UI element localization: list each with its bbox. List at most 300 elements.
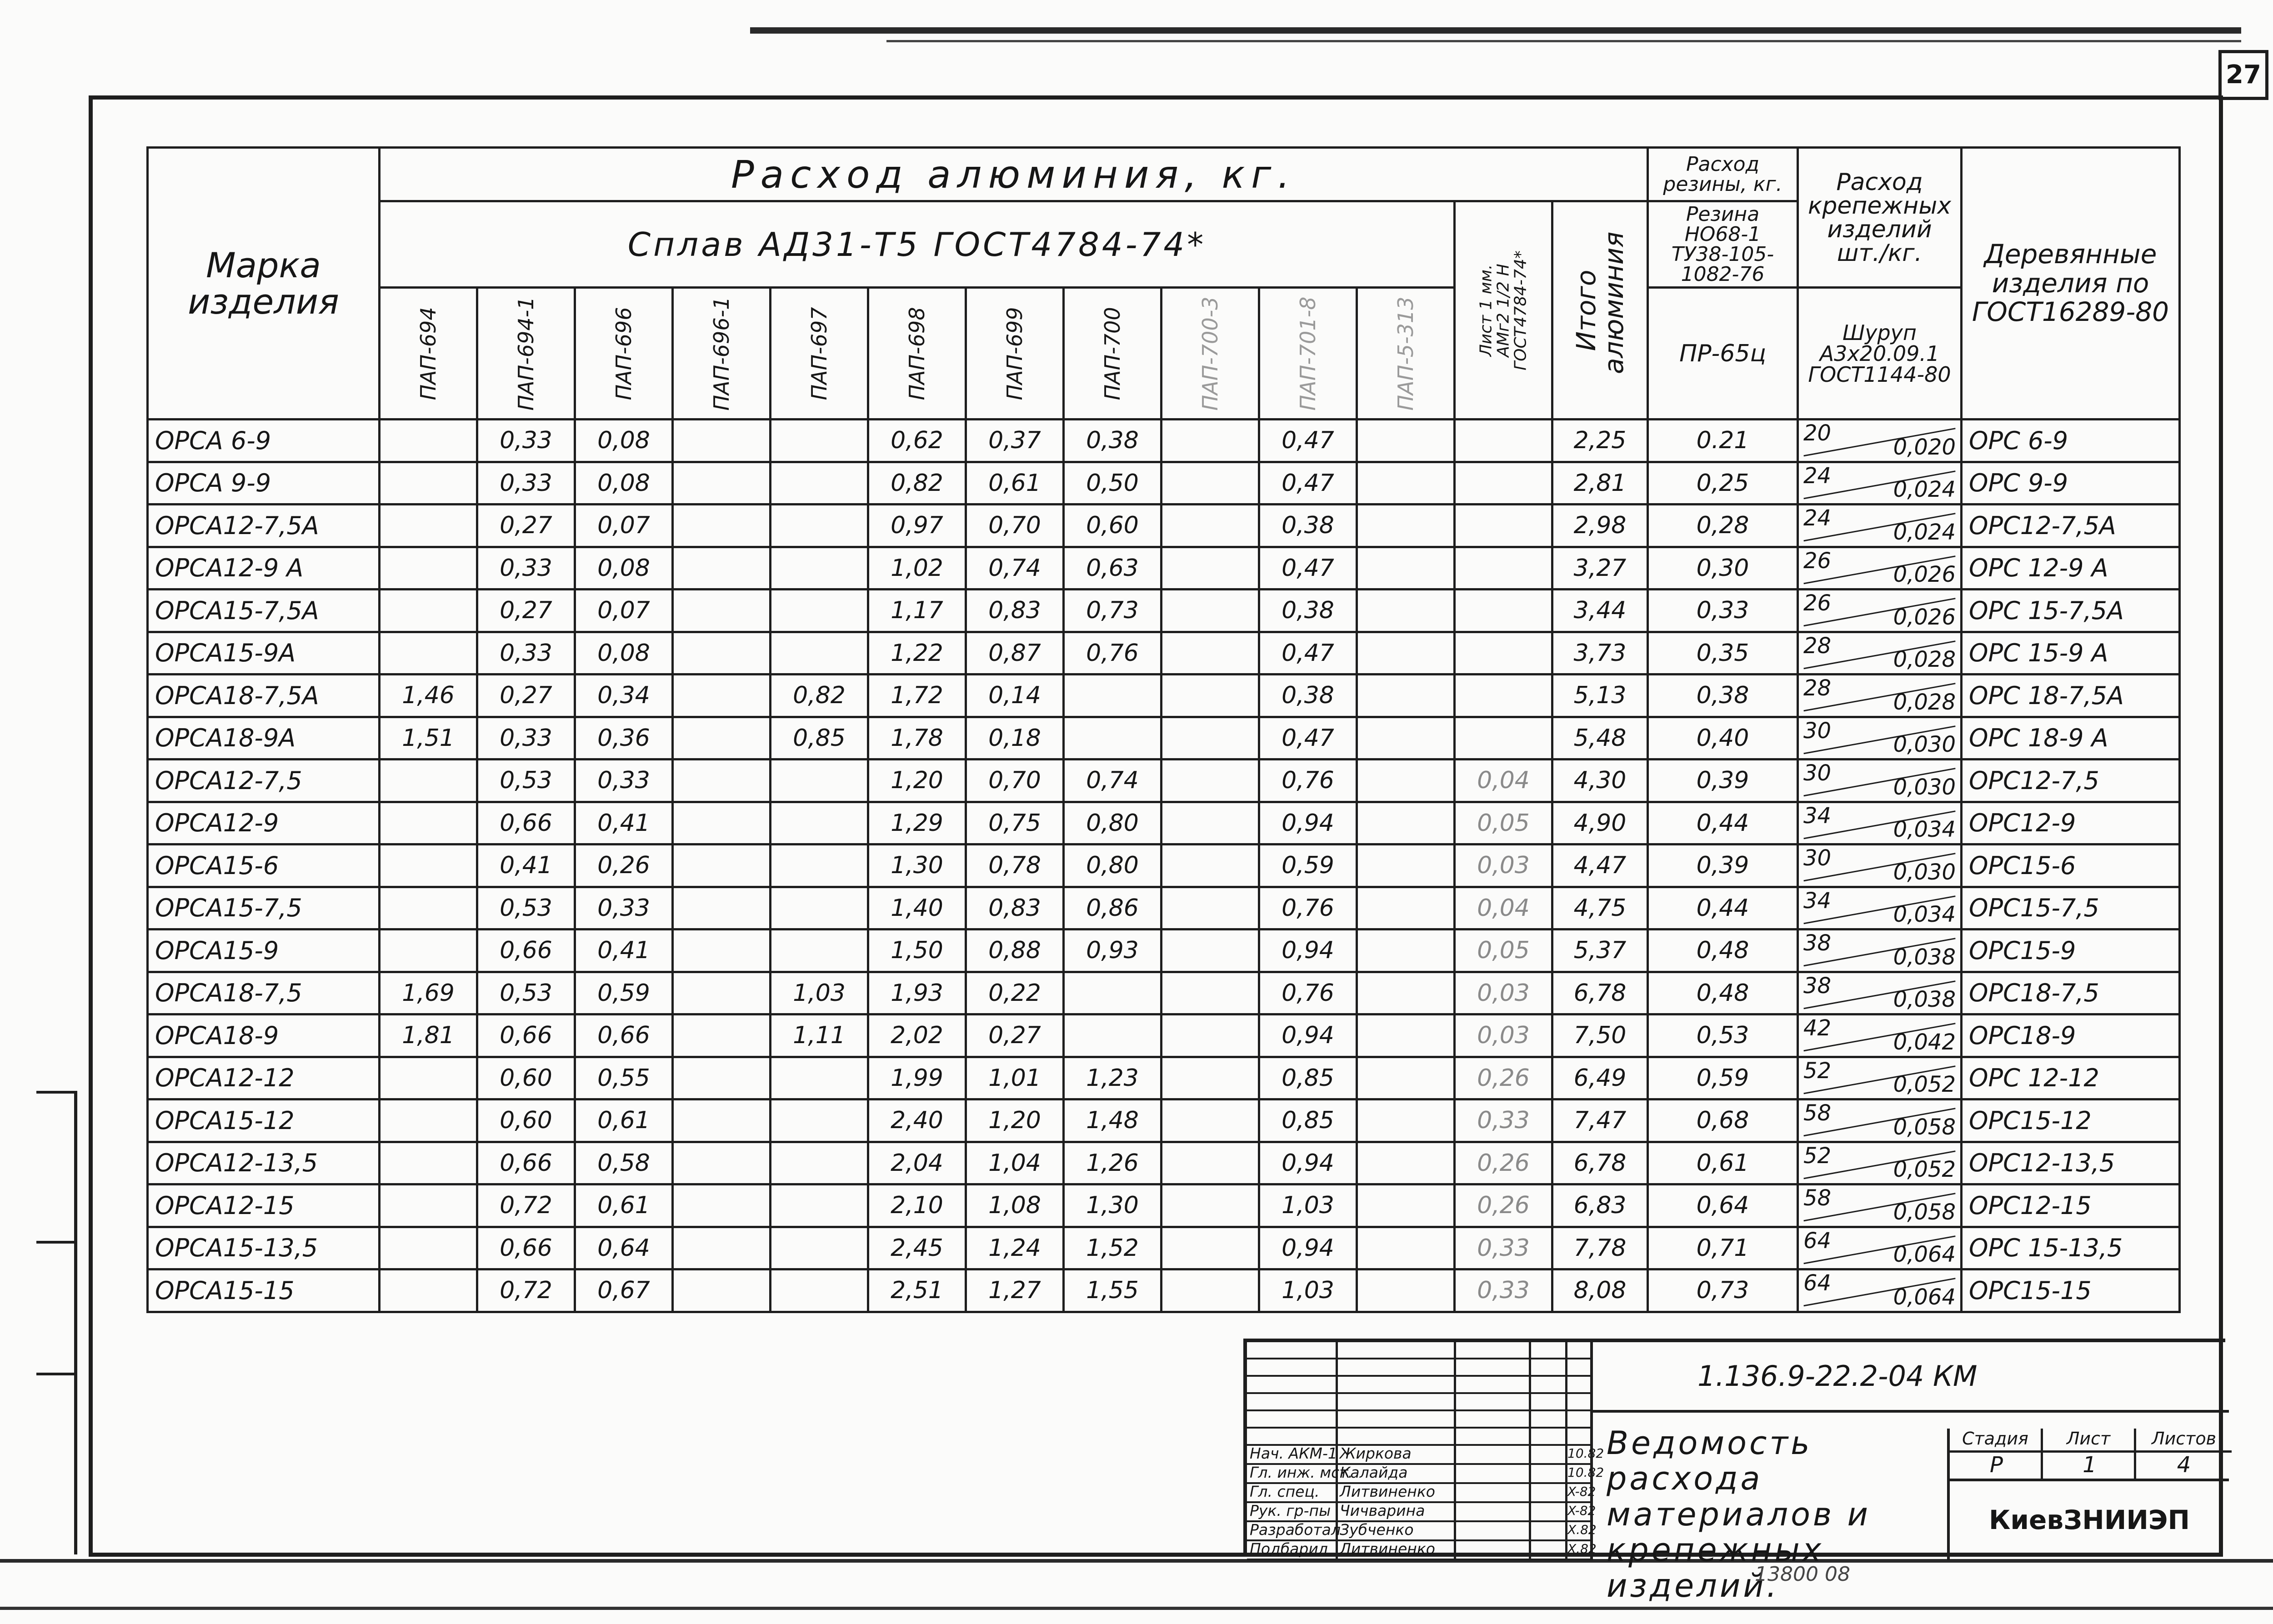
header-profile: ПАП-696-1 xyxy=(673,288,771,420)
cell-p697 xyxy=(771,420,868,462)
cell-p6961 xyxy=(673,505,771,547)
cell-p5 xyxy=(1357,462,1455,505)
cell-p699: 0,87 xyxy=(966,632,1064,675)
cell-fasteners xyxy=(1798,760,1962,802)
cell-sheet xyxy=(1455,547,1552,590)
table-row xyxy=(148,1057,2180,1099)
cell-fasteners xyxy=(1798,1269,1962,1312)
cell-fasteners xyxy=(1798,1099,1962,1142)
cell-wood: ОРС 18-7,5А xyxy=(1962,675,2180,717)
cell-sheet xyxy=(1455,462,1552,505)
cell-rubber: 0,38 xyxy=(1648,675,1798,717)
cell-rubber: 0,25 xyxy=(1648,462,1798,505)
cell-p7003 xyxy=(1162,1057,1259,1099)
sheet-label: Лист xyxy=(2043,1429,2136,1479)
cell-total: 4,47 xyxy=(1552,844,1648,887)
cell-p699: 0,74 xyxy=(966,547,1064,590)
fastener-qty: 30 xyxy=(1803,718,1832,744)
cell-p700: 0,38 xyxy=(1064,420,1162,462)
cell-fasteners xyxy=(1798,717,1962,760)
fastener-qty: 30 xyxy=(1803,760,1832,786)
header-alloy: Сплав АД31-Т5 ГОСТ4784-74* xyxy=(380,201,1455,288)
header-fasteners-sub: Шуруп А3х20.09.1 ГОСТ1144-80 xyxy=(1798,288,1962,420)
cell-p701: 0,76 xyxy=(1259,972,1357,1014)
fastener-kg: 0,064 xyxy=(1893,1242,1956,1267)
cell-p694 xyxy=(380,632,477,675)
cell-rubber: 0,30 xyxy=(1648,547,1798,590)
cell-p696: 0,33 xyxy=(575,760,673,802)
cell-p700: 1,48 xyxy=(1064,1099,1162,1142)
cell-rubber: 0,28 xyxy=(1648,505,1798,547)
cell-wood: ОРС 12-12 xyxy=(1962,1057,2180,1099)
top-border-line-thin xyxy=(886,40,2241,42)
cell-p694: 1,51 xyxy=(380,717,477,760)
cell-p701: 0,47 xyxy=(1259,547,1357,590)
cell-p5 xyxy=(1357,547,1455,590)
fastener-qty: 26 xyxy=(1803,548,1832,574)
cell-p698: 2,51 xyxy=(868,1269,966,1312)
cell-p6961 xyxy=(673,717,771,760)
cell-p6941: 0,66 xyxy=(477,929,575,972)
fastener-qty: 28 xyxy=(1803,675,1832,701)
cell-p7003 xyxy=(1162,420,1259,462)
cell-p697 xyxy=(771,887,868,929)
header-profile: ПАП-5-313 xyxy=(1357,288,1455,420)
fastener-qty: 58 xyxy=(1803,1185,1832,1211)
cell-wood: ОРС 15-7,5А xyxy=(1962,590,2180,632)
cell-p7003 xyxy=(1162,802,1259,844)
blank-row xyxy=(1247,1429,1590,1446)
header-profile: ПАП-694-1 xyxy=(477,288,575,420)
cell-p7003 xyxy=(1162,1099,1259,1142)
cell-wood: ОРС18-9 xyxy=(1962,1014,2180,1057)
cell-p698: 1,99 xyxy=(868,1057,966,1099)
cell-rubber: 0,39 xyxy=(1648,760,1798,802)
fastener-kg: 0,052 xyxy=(1893,1157,1956,1182)
cell-p701: 0,94 xyxy=(1259,1014,1357,1057)
date: X-82 xyxy=(1567,1503,1596,1518)
cell-p696: 0,64 xyxy=(575,1227,673,1269)
cell-rubber: 0,44 xyxy=(1648,887,1798,929)
header-profile: ПАП-697 xyxy=(771,288,868,420)
cell-p694 xyxy=(380,760,477,802)
cell-total: 5,48 xyxy=(1552,717,1648,760)
fastener-qty: 20 xyxy=(1803,420,1832,446)
cell-fasteners xyxy=(1798,844,1962,887)
cell-p5 xyxy=(1357,1142,1455,1184)
cell-p6961 xyxy=(673,632,771,675)
cell-p696: 0,07 xyxy=(575,590,673,632)
sheet-number: 27 xyxy=(2218,50,2268,100)
cell-p6961 xyxy=(673,420,771,462)
cell-sheet xyxy=(1455,590,1552,632)
cell-p5 xyxy=(1357,1184,1455,1227)
cell-rubber: 0,35 xyxy=(1648,632,1798,675)
cell-mark: ОРСА15-9А xyxy=(148,632,380,675)
cell-sheet: 0,26 xyxy=(1455,1057,1552,1099)
cell-p694 xyxy=(380,505,477,547)
fastener-qty: 24 xyxy=(1803,463,1832,489)
fastener-kg: 0,028 xyxy=(1893,647,1956,672)
cell-p698: 2,02 xyxy=(868,1014,966,1057)
cell-p6961 xyxy=(673,887,771,929)
header-rubber-sub: Резина НО68-1 ТУ38-105-1082-76 xyxy=(1648,201,1798,288)
cell-p699: 0,18 xyxy=(966,717,1064,760)
cell-total: 4,75 xyxy=(1552,887,1648,929)
cell-p701: 0,38 xyxy=(1259,675,1357,717)
cell-p694 xyxy=(380,462,477,505)
cell-wood: ОРС18-7,5 xyxy=(1962,972,2180,1014)
cell-fasteners xyxy=(1798,1184,1962,1227)
cell-total: 7,50 xyxy=(1552,1014,1648,1057)
table-row xyxy=(148,590,2180,632)
cell-p696: 0,41 xyxy=(575,929,673,972)
fastener-kg: 0,026 xyxy=(1893,604,1956,630)
cell-p698: 1,40 xyxy=(868,887,966,929)
cell-total: 7,47 xyxy=(1552,1099,1648,1142)
cell-p700: 1,55 xyxy=(1064,1269,1162,1312)
person-name: Калайда xyxy=(1340,1464,1408,1481)
cell-p697: 1,11 xyxy=(771,1014,868,1057)
signature-row xyxy=(1247,1483,1596,1503)
fastener-kg: 0,028 xyxy=(1893,689,1956,715)
cell-p6961 xyxy=(673,760,771,802)
cell-fasteners xyxy=(1798,675,1962,717)
cell-p7003 xyxy=(1162,929,1259,972)
person-name: Литвиненко xyxy=(1340,1540,1435,1558)
cell-p7003 xyxy=(1162,1269,1259,1312)
role: Рук. гр-пы xyxy=(1250,1502,1331,1519)
cell-p701: 0,94 xyxy=(1259,1142,1357,1184)
archive-number: 13800 08 xyxy=(1755,1563,1850,1586)
fastener-kg: 0,042 xyxy=(1893,1029,1956,1055)
cell-sheet: 0,03 xyxy=(1455,972,1552,1014)
stage-value: Р xyxy=(1990,1452,2003,1478)
cell-p694 xyxy=(380,420,477,462)
table-row xyxy=(148,972,2180,1014)
cell-p7003 xyxy=(1162,547,1259,590)
fastener-qty: 26 xyxy=(1803,590,1832,616)
cell-p696: 0,59 xyxy=(575,972,673,1014)
signature-row xyxy=(1247,1502,1596,1522)
cell-rubber: 0,64 xyxy=(1648,1184,1798,1227)
cell-wood: ОРС 6-9 xyxy=(1962,420,2180,462)
cell-wood: ОРС 18-9 А xyxy=(1962,717,2180,760)
cell-fasteners xyxy=(1798,420,1962,462)
cell-p700: 0,93 xyxy=(1064,929,1162,972)
cell-p6941: 0,60 xyxy=(477,1057,575,1099)
cell-total: 3,27 xyxy=(1552,547,1648,590)
cell-p5 xyxy=(1357,420,1455,462)
sheets-label: Листов xyxy=(2152,1429,2216,1449)
cell-p699: 0,22 xyxy=(966,972,1064,1014)
cell-p696: 0,08 xyxy=(575,462,673,505)
cell-total: 3,44 xyxy=(1552,590,1648,632)
cell-p697: 0,82 xyxy=(771,675,868,717)
cell-p6941: 0,66 xyxy=(477,1014,575,1057)
cell-p697 xyxy=(771,760,868,802)
cell-p697 xyxy=(771,1057,868,1099)
date: X.82 xyxy=(1567,1522,1597,1537)
cell-p698: 2,04 xyxy=(868,1142,966,1184)
table-row xyxy=(148,675,2180,717)
table-row xyxy=(148,462,2180,505)
cell-p6961 xyxy=(673,1099,771,1142)
cell-p697 xyxy=(771,590,868,632)
fastener-kg: 0,020 xyxy=(1893,434,1956,460)
sheets-value: 4 xyxy=(2177,1452,2191,1478)
cell-p699: 1,20 xyxy=(966,1099,1064,1142)
cell-total: 6,78 xyxy=(1552,1142,1648,1184)
stage-label: Стадия xyxy=(1950,1429,2043,1479)
fastener-kg: 0,034 xyxy=(1893,902,1956,927)
cell-rubber: 0,48 xyxy=(1648,972,1798,1014)
cell-p6961 xyxy=(673,675,771,717)
cell-p700: 0,80 xyxy=(1064,802,1162,844)
cell-rubber: 0,48 xyxy=(1648,929,1798,972)
cell-p700: 1,23 xyxy=(1064,1057,1162,1099)
cell-p696: 0,36 xyxy=(575,717,673,760)
cell-p696: 0,66 xyxy=(575,1014,673,1057)
cell-p701: 0,38 xyxy=(1259,590,1357,632)
cell-fasteners xyxy=(1798,972,1962,1014)
cell-p6961 xyxy=(673,1269,771,1312)
cell-mark: ОРСА18-9 xyxy=(148,1014,380,1057)
cell-p700: 1,30 xyxy=(1064,1184,1162,1227)
cell-fasteners xyxy=(1798,802,1962,844)
cell-p699: 0,88 xyxy=(966,929,1064,972)
cell-wood: ОРС 12-9 А xyxy=(1962,547,2180,590)
cell-wood: ОРС12-15 xyxy=(1962,1184,2180,1227)
cell-p701: 1,03 xyxy=(1259,1184,1357,1227)
cell-p5 xyxy=(1357,1269,1455,1312)
cell-p694 xyxy=(380,547,477,590)
cell-p698: 1,17 xyxy=(868,590,966,632)
cell-p700: 0,50 xyxy=(1064,462,1162,505)
sheet-value: 1 xyxy=(2083,1452,2097,1478)
cell-p694 xyxy=(380,1227,477,1269)
cell-mark: ОРСА15-12 xyxy=(148,1099,380,1142)
table-row xyxy=(148,1099,2180,1142)
cell-p6961 xyxy=(673,802,771,844)
table-row xyxy=(148,547,2180,590)
cell-p5 xyxy=(1357,1014,1455,1057)
cell-p694 xyxy=(380,1099,477,1142)
cell-p694 xyxy=(380,844,477,887)
cell-p698: 1,78 xyxy=(868,717,966,760)
header-wood: Деревянные изделия по ГОСТ16289-80 xyxy=(1962,148,2180,420)
cell-sheet xyxy=(1455,717,1552,760)
cell-p701: 0,47 xyxy=(1259,632,1357,675)
fastener-qty: 38 xyxy=(1803,930,1832,956)
table-row xyxy=(148,1184,2180,1227)
cell-p699: 0,83 xyxy=(966,887,1064,929)
cell-p6941: 0,66 xyxy=(477,1227,575,1269)
organization: КиевЗНИИЭП xyxy=(1947,1479,2229,1560)
cell-p701: 0,94 xyxy=(1259,929,1357,972)
cell-p694 xyxy=(380,1142,477,1184)
cell-p5 xyxy=(1357,802,1455,844)
cell-p699: 1,08 xyxy=(966,1184,1064,1227)
cell-total: 6,83 xyxy=(1552,1184,1648,1227)
cell-total: 6,49 xyxy=(1552,1057,1648,1099)
cell-mark: ОРСА12-7,5 xyxy=(148,760,380,802)
cell-mark: ОРСА18-7,5 xyxy=(148,972,380,1014)
cell-p699: 0,83 xyxy=(966,590,1064,632)
cell-p5 xyxy=(1357,844,1455,887)
cell-p5 xyxy=(1357,887,1455,929)
stage-table xyxy=(1947,1429,2229,1479)
fastener-qty: 34 xyxy=(1803,888,1832,914)
cell-p5 xyxy=(1357,675,1455,717)
cell-wood: ОРС15-6 xyxy=(1962,844,2180,887)
cell-p699: 0,78 xyxy=(966,844,1064,887)
cell-p5 xyxy=(1357,632,1455,675)
cell-p7003 xyxy=(1162,675,1259,717)
cell-p696: 0,67 xyxy=(575,1269,673,1312)
cell-rubber: 0,44 xyxy=(1648,802,1798,844)
cell-p5 xyxy=(1357,760,1455,802)
cell-wood: ОРС15-9 xyxy=(1962,929,2180,972)
cell-mark: ОРСА15-9 xyxy=(148,929,380,972)
header-total: Итого алюминия xyxy=(1552,201,1648,420)
header-profile: ПАП-701-8 xyxy=(1259,288,1357,420)
cell-p5 xyxy=(1357,717,1455,760)
cell-p698: 2,10 xyxy=(868,1184,966,1227)
cell-wood: ОРС 15-9 А xyxy=(1962,632,2180,675)
fastener-kg: 0,030 xyxy=(1893,859,1956,885)
person-name: Литвиненко xyxy=(1340,1483,1435,1500)
table-body xyxy=(148,420,2180,1312)
cell-p698: 1,22 xyxy=(868,632,966,675)
cell-p5 xyxy=(1357,972,1455,1014)
cell-sheet: 0,26 xyxy=(1455,1142,1552,1184)
cell-p6941: 0,41 xyxy=(477,844,575,887)
header-profile: ПАП-700 xyxy=(1064,288,1162,420)
top-border-line xyxy=(750,27,2241,34)
fastener-qty: 38 xyxy=(1803,973,1832,999)
cell-p701: 1,03 xyxy=(1259,1269,1357,1312)
cell-rubber: 0,40 xyxy=(1648,717,1798,760)
cell-p694: 1,69 xyxy=(380,972,477,1014)
header-rubber-code: ПР-65ц xyxy=(1648,288,1798,420)
signature-row xyxy=(1247,1464,1604,1484)
cell-sheet xyxy=(1455,675,1552,717)
signature-row xyxy=(1247,1540,1597,1560)
cell-p6961 xyxy=(673,972,771,1014)
cell-mark: ОРСА12-9 xyxy=(148,802,380,844)
cell-mark: ОРСА12-15 xyxy=(148,1184,380,1227)
signatures-area xyxy=(1247,1342,1604,1560)
blank-row xyxy=(1247,1411,1590,1429)
cell-p697 xyxy=(771,632,868,675)
cell-p6941: 0,27 xyxy=(477,675,575,717)
table-row xyxy=(148,760,2180,802)
cell-fasteners xyxy=(1798,462,1962,505)
cell-p701: 0,76 xyxy=(1259,760,1357,802)
fastener-qty: 42 xyxy=(1803,1015,1832,1041)
cell-fasteners xyxy=(1798,1142,1962,1184)
cell-p7003 xyxy=(1162,972,1259,1014)
cell-sheet: 0,26 xyxy=(1455,1184,1552,1227)
cell-p701: 0,85 xyxy=(1259,1057,1357,1099)
cell-mark: ОРСА12-13,5 xyxy=(148,1142,380,1184)
cell-p700: 0,73 xyxy=(1064,590,1162,632)
cell-p701: 0,47 xyxy=(1259,717,1357,760)
cell-p6941: 0,33 xyxy=(477,420,575,462)
cell-p6941: 0,33 xyxy=(477,547,575,590)
cell-p6961 xyxy=(673,590,771,632)
fastener-kg: 0,030 xyxy=(1893,774,1956,800)
cell-fasteners xyxy=(1798,547,1962,590)
cell-sheet: 0,33 xyxy=(1455,1099,1552,1142)
cell-p5 xyxy=(1357,590,1455,632)
cell-p696: 0,34 xyxy=(575,675,673,717)
cell-p699: 0,75 xyxy=(966,802,1064,844)
cell-p7003 xyxy=(1162,1142,1259,1184)
header-profile: ПАП-700-3 xyxy=(1162,288,1259,420)
cell-sheet: 0,03 xyxy=(1455,1014,1552,1057)
cell-p694 xyxy=(380,1184,477,1227)
cell-p700 xyxy=(1064,675,1162,717)
cell-p700 xyxy=(1064,1014,1162,1057)
cell-rubber: 0,68 xyxy=(1648,1099,1798,1142)
cell-p698: 1,72 xyxy=(868,675,966,717)
cell-p7003 xyxy=(1162,844,1259,887)
cell-p694 xyxy=(380,802,477,844)
cell-p697 xyxy=(771,1227,868,1269)
cell-p697 xyxy=(771,547,868,590)
cell-p697 xyxy=(771,1142,868,1184)
fastener-kg: 0,024 xyxy=(1893,519,1956,545)
fastener-qty: 52 xyxy=(1803,1058,1832,1084)
header-sheet: Лист 1 мм. АМг2 1/2 Н ГОСТ4784-74* xyxy=(1455,201,1552,420)
cell-p698: 2,45 xyxy=(868,1227,966,1269)
cell-fasteners xyxy=(1798,632,1962,675)
cell-fasteners xyxy=(1798,505,1962,547)
materials-table xyxy=(146,146,2181,1313)
cell-sheet: 0,04 xyxy=(1455,760,1552,802)
cell-p7003 xyxy=(1162,717,1259,760)
cell-p697 xyxy=(771,929,868,972)
cell-p696: 0,26 xyxy=(575,844,673,887)
cell-fasteners xyxy=(1798,929,1962,972)
cell-p694 xyxy=(380,1057,477,1099)
cell-p6941: 0,33 xyxy=(477,632,575,675)
cell-p700: 0,74 xyxy=(1064,760,1162,802)
cell-wood: ОРС15-15 xyxy=(1962,1269,2180,1312)
cell-p5 xyxy=(1357,1057,1455,1099)
cell-p694 xyxy=(380,590,477,632)
cell-fasteners xyxy=(1798,590,1962,632)
fastener-qty: 64 xyxy=(1803,1228,1832,1254)
cell-mark: ОРСА 6-9 xyxy=(148,420,380,462)
table-row xyxy=(148,632,2180,675)
cell-p6941: 0,53 xyxy=(477,887,575,929)
cell-rubber: 0,33 xyxy=(1648,590,1798,632)
cell-p697 xyxy=(771,462,868,505)
cell-wood: ОРС15-7,5 xyxy=(1962,887,2180,929)
cell-p699: 0,37 xyxy=(966,420,1064,462)
cell-sheet: 0,05 xyxy=(1455,802,1552,844)
cell-p6941: 0,66 xyxy=(477,802,575,844)
fastener-kg: 0,038 xyxy=(1893,944,1956,970)
table-row xyxy=(148,505,2180,547)
table-row xyxy=(148,929,2180,972)
cell-p698: 1,30 xyxy=(868,844,966,887)
header-rubber: Расход резины, кг. xyxy=(1648,148,1798,201)
cell-total: 7,78 xyxy=(1552,1227,1648,1269)
